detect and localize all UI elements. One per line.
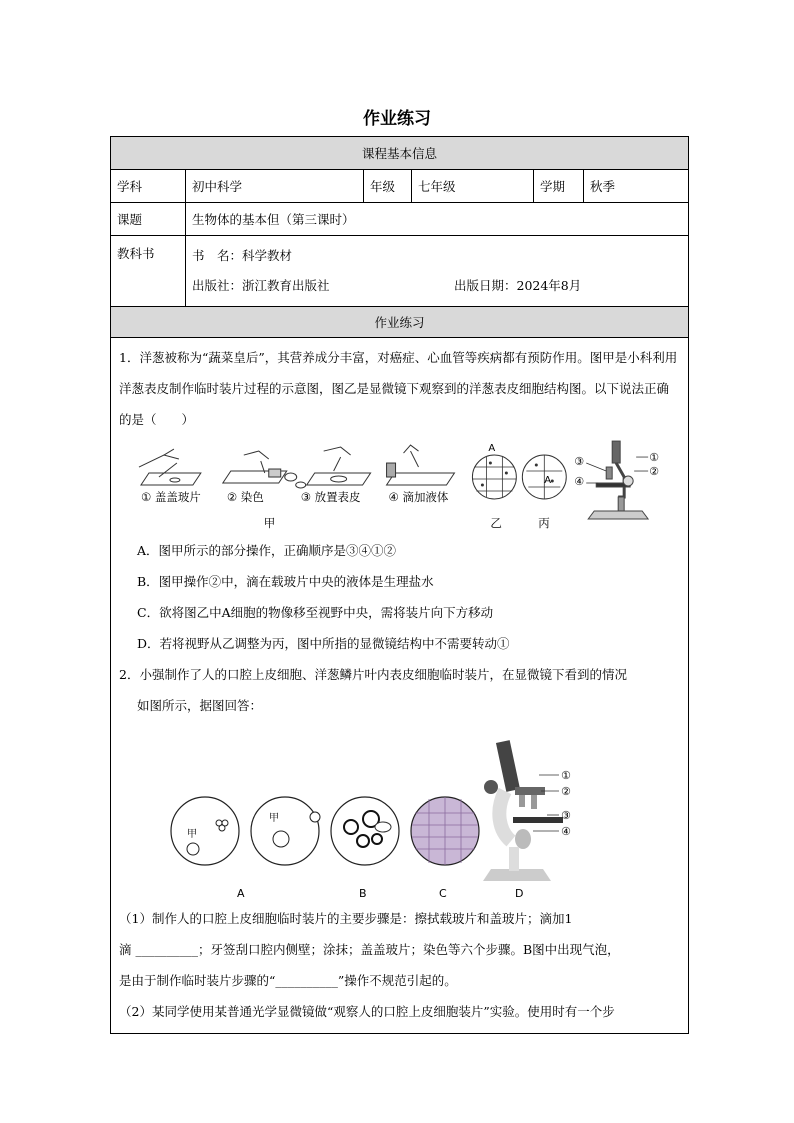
textbook-info	[186, 236, 689, 307]
q1-option-d: D．若将视野从乙调整为丙，图中所指的显微镜结构中不需要转动①	[137, 636, 510, 651]
q2-label-d: D	[515, 887, 524, 900]
scope-mark-2: ②	[649, 465, 659, 479]
scope-mark-1: ①	[649, 451, 659, 465]
publish-date: 出版日期：2024年8月	[454, 278, 582, 293]
q1-stem: 1．洋葱被称为“蔬菜皇后”，其营养成分丰富，对癌症、心血管等疾病都有预防作用。图甲是小科利用洋葱表皮制作临时装片过程的示意图，图乙是显微镜下观察到的洋葱表皮细胞结构图。以下说法正确的是（ ）	[119, 350, 678, 427]
questions-cell	[111, 338, 689, 1034]
scope-mark-3: ③	[574, 455, 585, 469]
q2-figure	[119, 731, 680, 903]
figure-jia-label: 甲	[263, 515, 276, 529]
q2-sub1-line3: 是由于制作临时装片步骤的“__________”操作不规范引起的。	[119, 973, 457, 988]
circle-b-jia: 甲	[269, 813, 279, 824]
scope-mark-4: ④	[574, 474, 585, 488]
d-mark-2: ②	[561, 785, 571, 798]
cell-a-label: A	[488, 443, 496, 455]
textbook-label: 教科书	[111, 236, 186, 307]
page-title: 作业练习	[363, 109, 431, 129]
q1-option-a: A．图甲所示的部分操作，正确顺序是③④①②	[137, 543, 397, 558]
step-stain-drawing	[223, 451, 287, 483]
topic-label: 课题	[111, 203, 186, 236]
publisher-row	[192, 271, 682, 301]
q1-figure-svg	[119, 437, 680, 529]
step-1-label: ① 盖盖玻片	[140, 489, 201, 504]
mark-3-line	[586, 463, 606, 471]
q2-sub2-line1: （2）某同学使用某普通光学显微镜做“观察人的口腔上皮细胞装片”实验。使用时有一个步	[119, 1004, 615, 1019]
term-value: 秋季	[584, 170, 689, 203]
d-mark-4: ④	[561, 825, 571, 838]
publisher: 出版社：浙江教育出版社	[192, 278, 330, 293]
cell-a-label-bing: A	[544, 475, 552, 486]
q2-label-c: C	[439, 887, 447, 900]
q2-figure-svg	[119, 731, 681, 903]
microscope-d-drawing	[483, 740, 563, 881]
microscope-drawing	[588, 441, 648, 519]
course-info-header: 课程基本信息	[111, 137, 689, 170]
circle-bubbles-view	[331, 797, 399, 865]
circle-c-onion-view	[411, 797, 479, 865]
step-3-label: ③ 放置表皮	[300, 489, 361, 504]
q2-stem-2: 如图所示，据图回答：	[137, 698, 263, 713]
q1-option-b: B．图甲操作②中，滴在载玻片中央的液体是生理盐水	[137, 574, 434, 589]
topic-value: 生物体的基本但（第三课时）	[186, 203, 689, 236]
circle-a-view	[171, 797, 239, 865]
q2-label-a: A	[237, 887, 245, 900]
q2-label-b: B	[359, 887, 367, 900]
figure-yi-cells	[472, 455, 516, 499]
d-mark-1: ①	[561, 769, 571, 782]
subject-value: 初中科学	[186, 170, 364, 203]
step-4-label: ④ 滴加液体	[388, 489, 449, 504]
q1-figure	[119, 437, 680, 529]
circle-b-view	[251, 797, 320, 865]
step-place-peel-drawing	[285, 447, 371, 488]
q1-option-c: C．欲将图乙中A细胞的物像移至视野中央，需将装片向下方移动	[137, 605, 494, 620]
exercise-header: 作业练习	[111, 307, 689, 338]
circle-a-jia: 甲	[187, 829, 197, 840]
grade-value: 七年级	[412, 170, 534, 203]
term-label: 学期	[534, 170, 584, 203]
q2-sub1-line1: （1）制作人的口腔上皮细胞临时装片的主要步骤是：擦拭载玻片和盖玻片；滴加1	[119, 911, 573, 926]
figure-yi-label: 乙	[490, 515, 502, 529]
step-cover-slip-drawing	[139, 449, 201, 485]
step-add-liquid-drawing	[387, 445, 455, 485]
book-name: 书 名：科学教材	[192, 248, 293, 263]
d-mark-3: ③	[561, 809, 571, 822]
grade-label: 年级	[364, 170, 412, 203]
step-2-label: ② 染色	[226, 489, 264, 504]
q2-stem-1: 2．小强制作了人的口腔上皮细胞、洋葱鳞片叶内表皮细胞临时装片，在显微镜下看到的情况	[119, 667, 627, 682]
homework-table	[110, 136, 689, 1034]
subject-label: 学科	[111, 170, 186, 203]
figure-bing-label: 丙	[538, 515, 550, 529]
q2-sub1-line2: 滴 __________；牙签刮口腔内侧壁；涂抹；盖盖玻片；染色等六个步骤。B图中出现气泡，	[119, 942, 620, 957]
